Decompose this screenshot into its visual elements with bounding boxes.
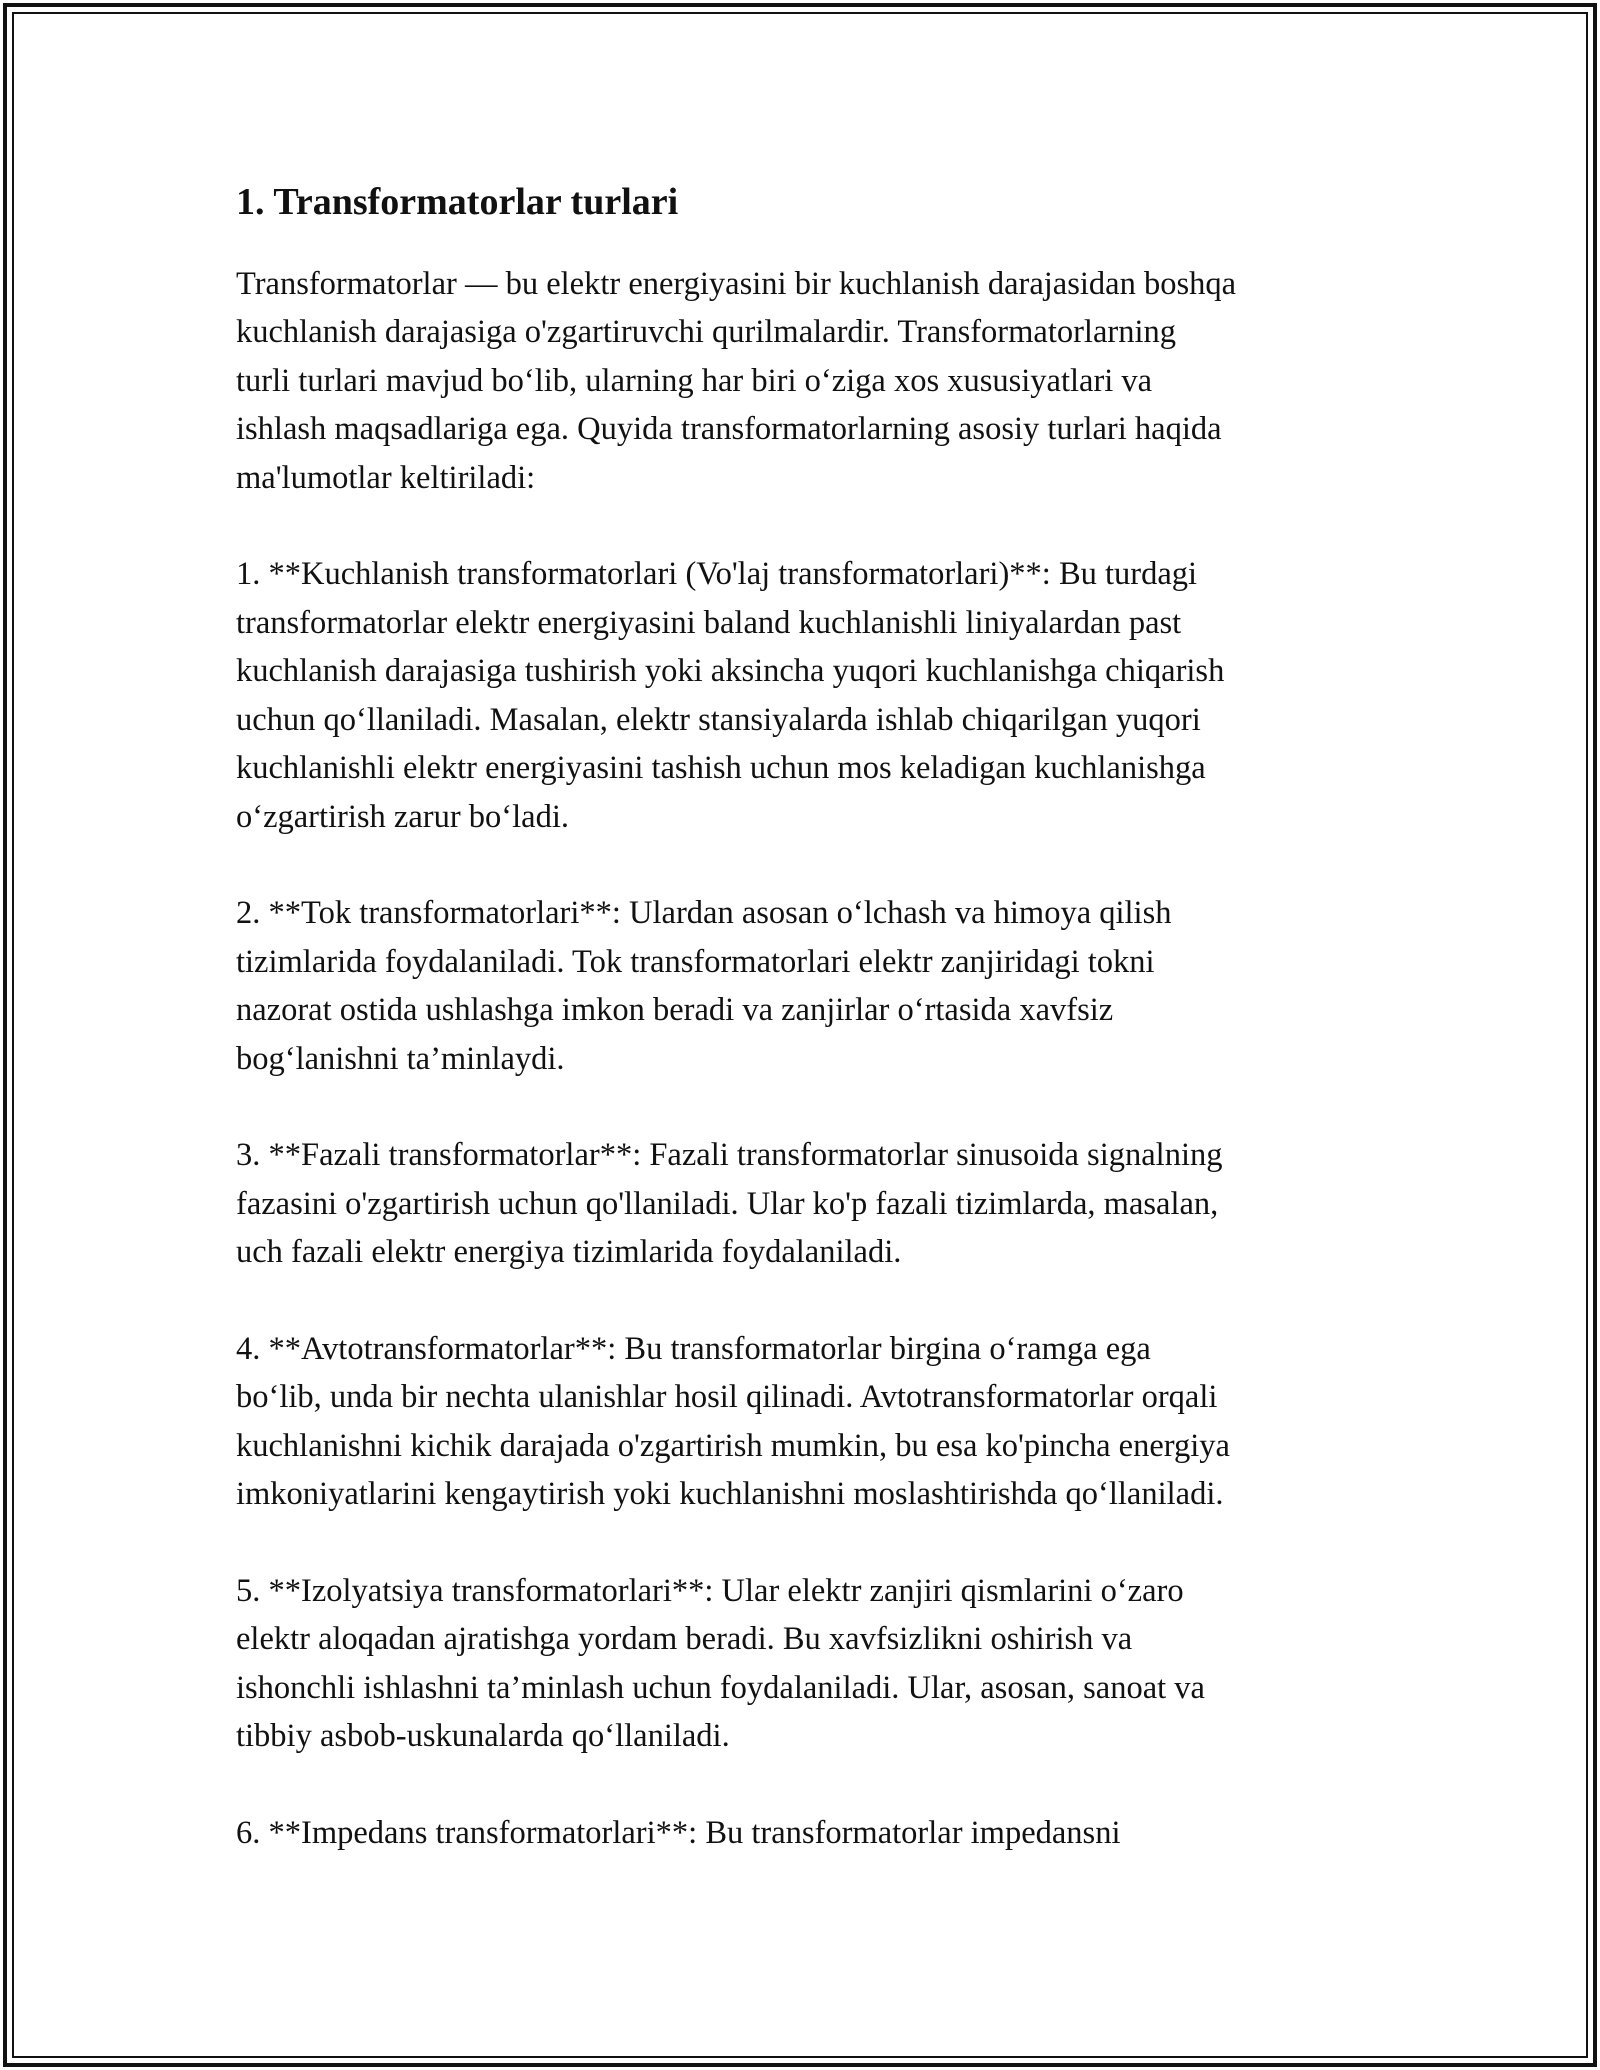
document-body [236,180,1396,1857]
list-item-impedance-transformers: 6. **Impedans transformatorlari**: Bu transformatorlar impedansni [236,1814,1121,1851]
intro-paragraph: Transformatorlar — bu elektr energiyasini bir kuchlanish darajasidan boshqa kuchlanish darajasiga o'zgartiruvchi qurilmalardir. Transformatorlarning turli turlari mavjud bo‘lib, ularning har biri o‘ziga xos xususiyatlari va ishlash maqsadlariga ega. Quyida transformatorlarning asosiy turlari haqida ma'lumotlar keltiriladi: [236,265,1237,496]
list-item-current-transformers: 2. **Tok transformatorlari**: Ulardan asosan o‘lchash va himoya qilish tizimlarida foydalaniladi. Tok transformatorlari elektr zanjiridagi tokni nazorat ostida ushlashga imkon beradi va zanjirlar o‘rtasida xavfsiz bog‘lanishni ta’minlaydi. [236,895,1172,1077]
list-item-phase-transformers: 3. **Fazali transformatorlar**: Fazali transformatorlar sinusoida signalning fazasini o'zgartirish uchun qo'llaniladi. Ular ko'p fazali tizimlarda, masalan, uch fazali elektr energiya tizimlarida foydalaniladi. [236,1137,1223,1271]
list-item-autotransformers: 4. **Avtotransformatorlar**: Bu transformatorlar birgina o‘ramga ega bo‘lib, unda bir nechta ulanishlar hosil qilinadi. Avtotransformatorlar orqali kuchlanishni kichik darajada o'zgartirish mumkin, bu esa ko'pincha energiya imkoniyatlarini kengaytirish yoki kuchlanishni moslashtirishda qo‘llaniladi. [236,1330,1230,1513]
list-item-isolation-transformers: 5. **Izolyatsiya transformatorlari**: Ular elektr zanjiri qismlarini o‘zaro elektr aloqadan ajratishga yordam beradi. Bu xavfsizlikni oshirish va ishonchli ishlashni ta’minlash uchun foydalaniladi. Ular, asosan, sanoat va tibbiy asbob-uskunalarda qo‘llaniladi. [236,1572,1205,1755]
list-item-voltage-transformers: 1. **Kuchlanish transformatorlari (Vo'laj transformatorlari)**: Bu turdagi transformatorlar elektr energiyasini baland kuchlanishli liniyalardan past kuchlanish darajasiga tushirish yoki aksincha yuqori kuchlanishga chiqarish uchun qo‘llaniladi. Masalan, elektr stansiyalarda ishlab chiqarilgan yuqori kuchlanishli elektr energiyasini tashish uchun mos keladigan kuchlanishga o‘zgartirish zarur bo‘ladi. [236,556,1225,835]
section-heading: 1. Transformatorlar turlari [236,181,679,223]
